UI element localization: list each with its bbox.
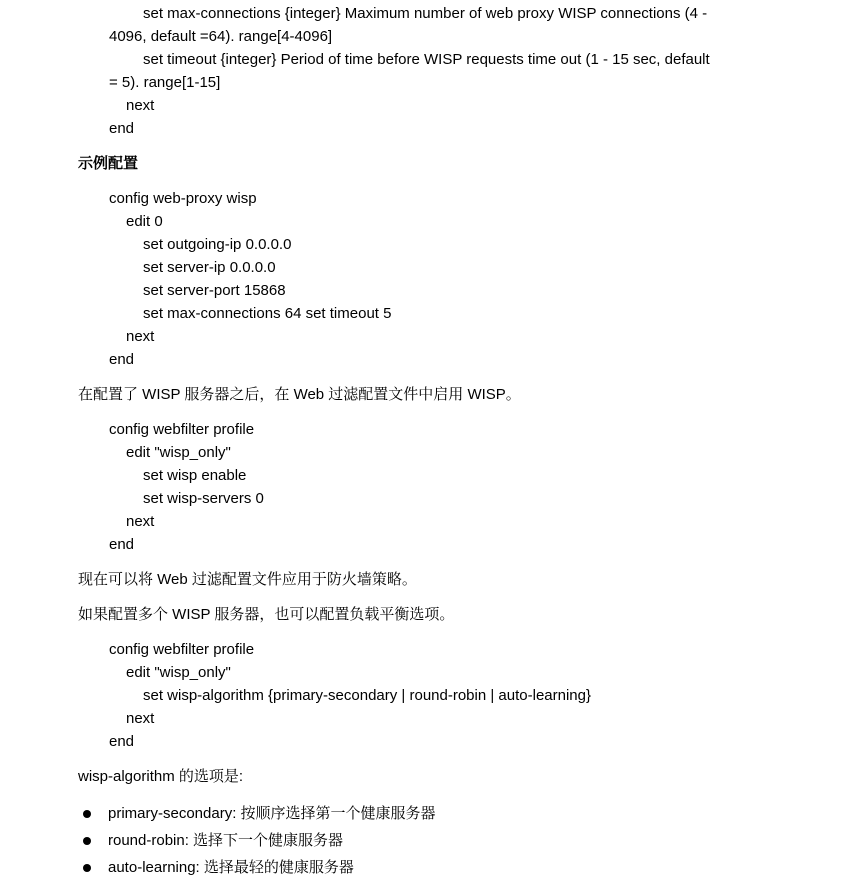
code-line: set wisp-servers 0 bbox=[143, 490, 264, 507]
paragraph-load-balance: 如果配置多个 WISP 服务器，也可以配置负载平衡选项。 bbox=[78, 606, 455, 623]
list-item bbox=[78, 827, 804, 854]
bullet-icon bbox=[83, 810, 91, 818]
list-item-text: round-robin: 选择下一个健康服务器 bbox=[108, 832, 344, 849]
code-block-webfilter-profile bbox=[78, 418, 804, 556]
code-block-cli-reference bbox=[78, 2, 804, 140]
list-item bbox=[78, 854, 804, 881]
list-item bbox=[78, 800, 804, 827]
code-line: config webfilter profile bbox=[109, 421, 255, 438]
code-block-example-config bbox=[78, 187, 804, 371]
bullet-icon bbox=[83, 864, 91, 872]
paragraph-enable-wisp: 在配置了 WISP 服务器之后，在 Web 过滤配置文件中启用 WISP。 bbox=[78, 386, 521, 403]
code-line: set server-port 15868 bbox=[143, 282, 286, 299]
code-line: end bbox=[109, 351, 135, 368]
paragraph-apply-policy: 现在可以将 Web 过滤配置文件应用于防火墙策略。 bbox=[78, 571, 417, 588]
code-line: set server-ip 0.0.0.0 bbox=[143, 259, 276, 276]
code-line: set timeout {integer} Period of time before WISP requests time out (1 - 15 sec, default bbox=[143, 51, 710, 68]
code-block-wisp-algorithm bbox=[78, 638, 804, 753]
code-line: config webfilter profile bbox=[109, 641, 255, 658]
code-line: set wisp-algorithm {primary-secondary | round-robin | auto-learning} bbox=[143, 687, 592, 704]
code-line: next bbox=[126, 513, 155, 530]
code-line: = 5). range[1-15] bbox=[109, 74, 221, 91]
code-line: edit 0 bbox=[126, 213, 163, 230]
code-line: edit "wisp_only" bbox=[126, 664, 231, 681]
code-line: set max-connections {integer} Maximum number of web proxy WISP connections (4 - bbox=[143, 5, 708, 22]
code-line: end bbox=[109, 120, 135, 137]
code-line: set max-connections 64 set timeout 5 bbox=[143, 305, 392, 322]
code-line: edit "wisp_only" bbox=[126, 444, 231, 461]
code-line: next bbox=[126, 328, 155, 345]
section-heading-example-config: 示例配置 bbox=[78, 155, 139, 172]
code-line: end bbox=[109, 733, 135, 750]
code-line: next bbox=[126, 97, 155, 114]
list-item-text: auto-learning: 选择最轻的健康服务器 bbox=[108, 859, 354, 876]
code-line: end bbox=[109, 536, 135, 553]
algorithm-options-list bbox=[78, 800, 804, 881]
code-line: set outgoing-ip 0.0.0.0 bbox=[143, 236, 292, 253]
bullet-icon bbox=[83, 837, 91, 845]
code-line: set wisp enable bbox=[143, 467, 247, 484]
code-line: 4096, default =64). range[4-4096] bbox=[109, 28, 333, 45]
list-item-text: primary-secondary: 按顺序选择第一个健康服务器 bbox=[108, 805, 436, 822]
code-line: config web-proxy wisp bbox=[109, 190, 257, 207]
code-line: next bbox=[126, 710, 155, 727]
paragraph-algorithm-options: wisp-algorithm 的选项是: bbox=[78, 768, 244, 785]
